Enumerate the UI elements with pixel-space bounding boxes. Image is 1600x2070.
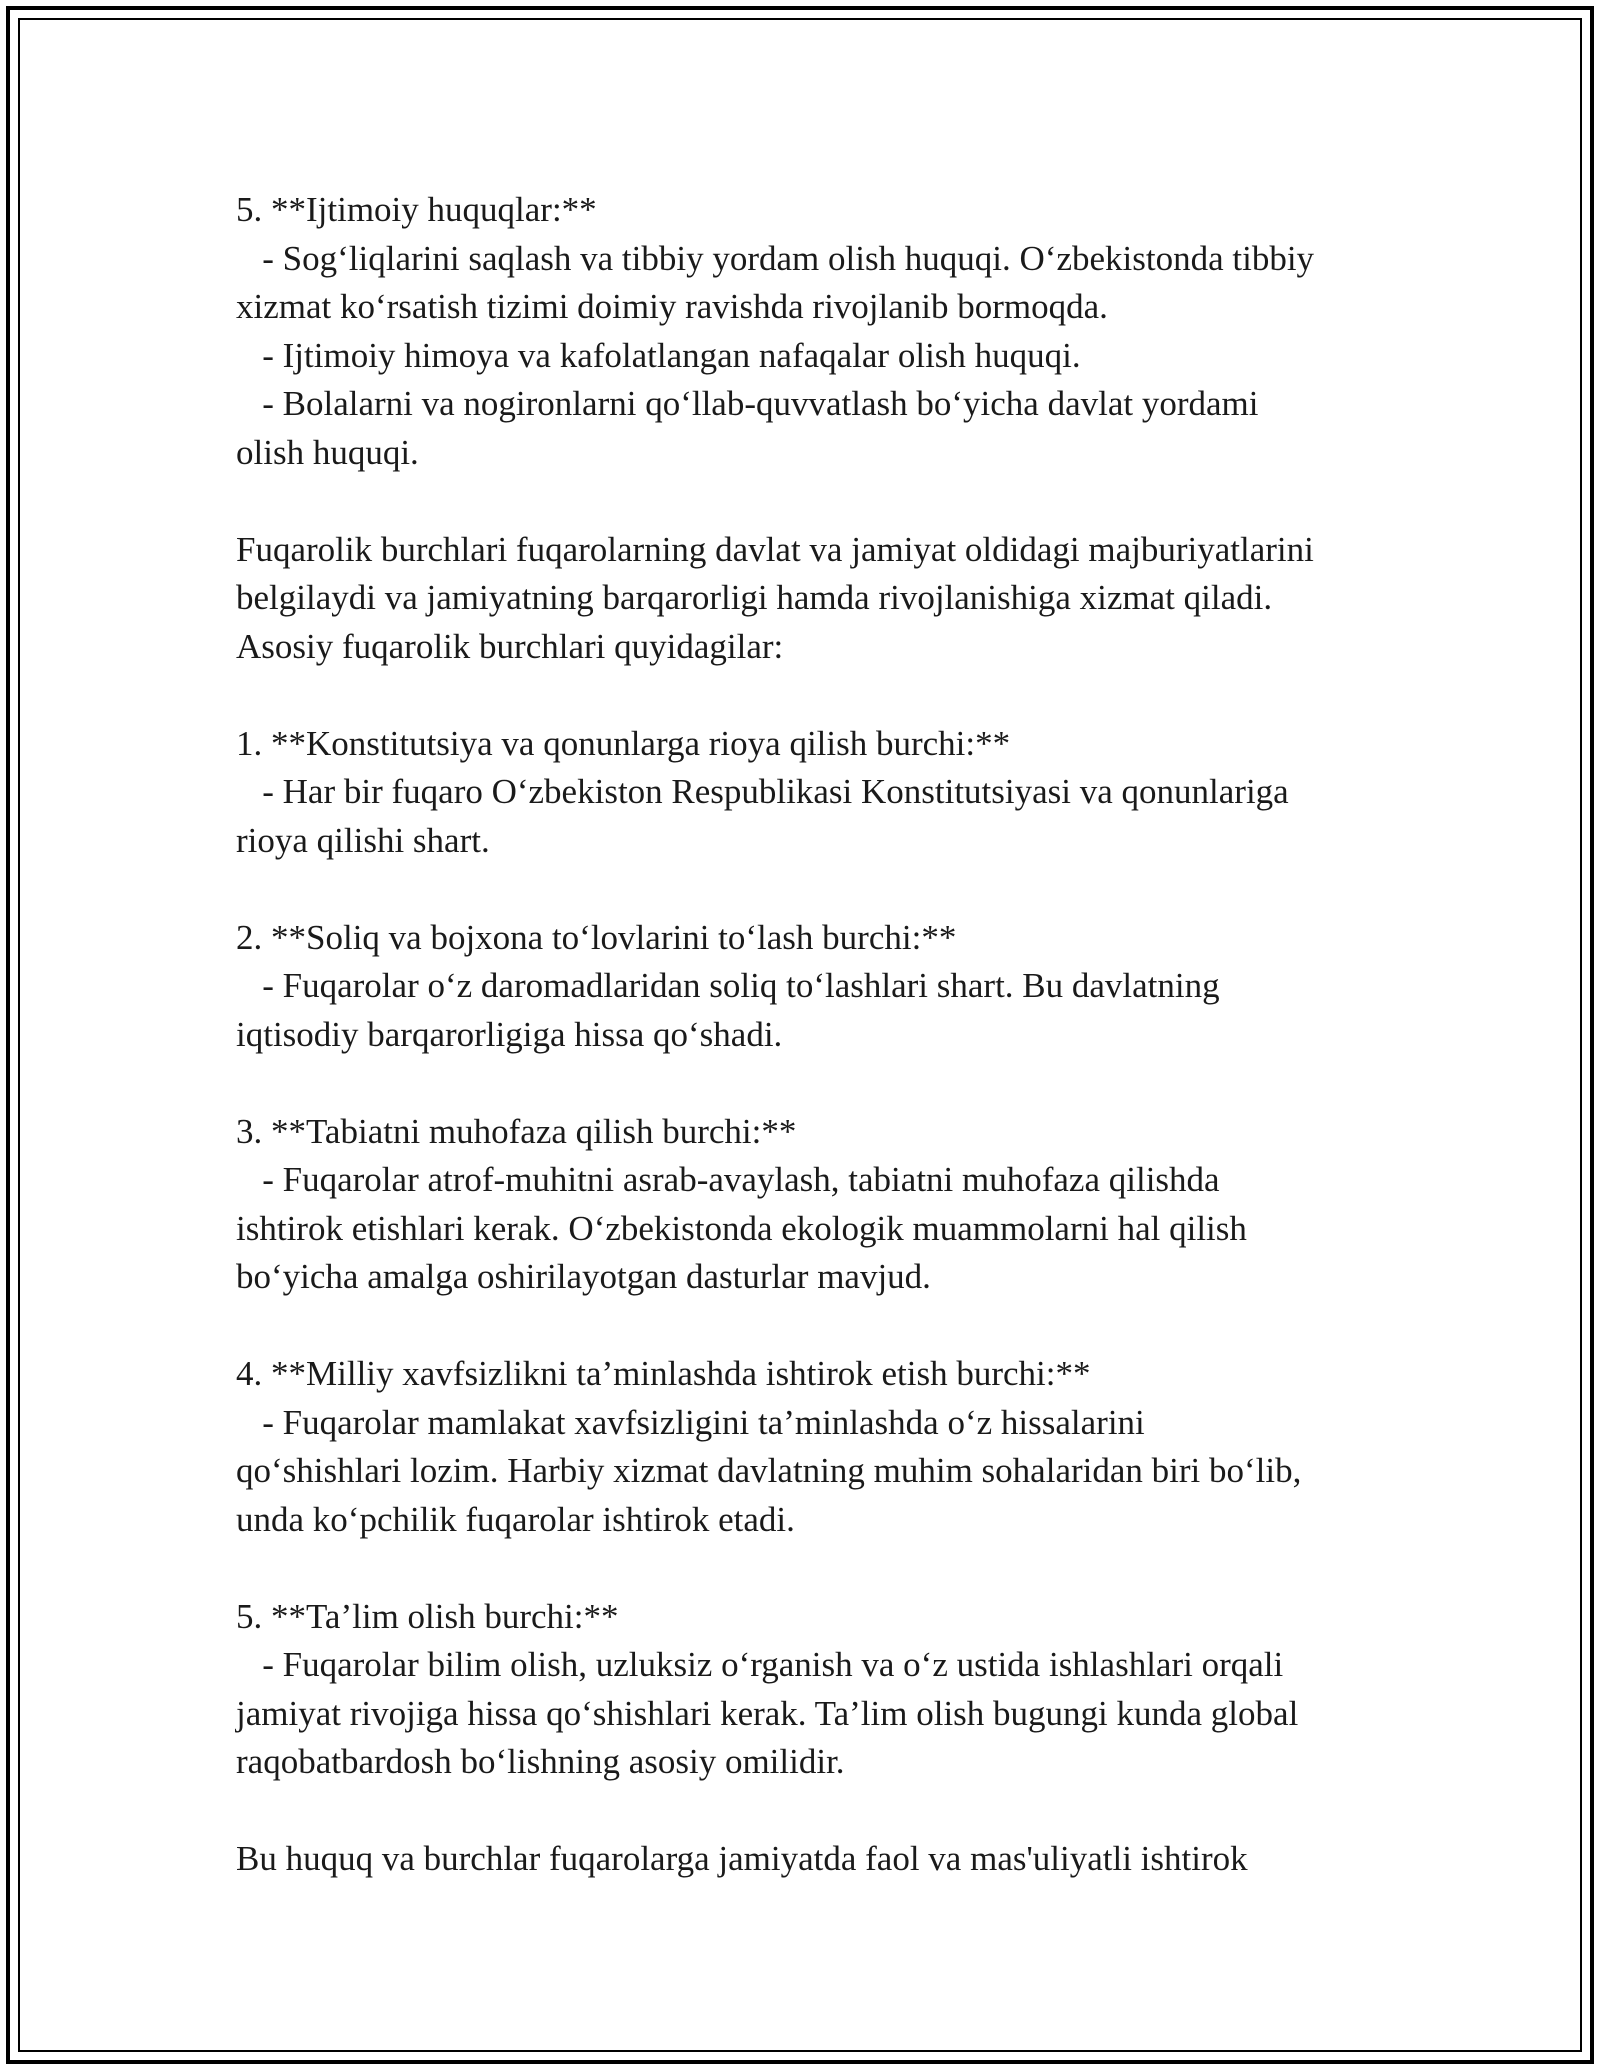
text-line: 1. **Konstitutsiya va qonunlarga rioya qilish burchi:** — [236, 723, 1011, 763]
text-line: - Sog‘liqlarini saqlash va tibbiy yordam olish huquqi. O‘zbekistonda tibbiy — [236, 238, 1315, 278]
text-line: raqobatbardosh bo‘lishning asosiy omilidir. — [236, 1742, 845, 1781]
text-line: - Fuqarolar bilim olish, uzluksiz o‘rganish va o‘z ustida ishlashlari orqali — [236, 1645, 1284, 1684]
document-body — [236, 186, 1416, 1884]
civic-duties-intro-paragraph — [236, 526, 1416, 672]
text-line: 5. **Ta’lim olish burchi:** — [236, 1596, 619, 1636]
text-line: qo‘shishlari lozim. Harbiy xizmat davlatning muhim sohalaridan biri bo‘lib, — [236, 1451, 1302, 1490]
text-line: Bu huquq va burchlar fuqarolarga jamiyatda faol va mas'uliyatli ishtirok — [236, 1839, 1248, 1878]
duty-security-section — [236, 1350, 1416, 1544]
text-line: - Bolalarni va nogironlarni qo‘llab-quvvatlash bo‘yicha davlat yordami — [236, 384, 1259, 423]
text-line: jamiyat rivojiga hissa qo‘shishlari kerak. Ta’lim olish bugungi kunda global — [236, 1693, 1299, 1733]
text-line: 2. **Soliq va bojxona to‘lovlarini to‘lash burchi:** — [236, 917, 957, 957]
text-line: bo‘yicha amalga oshirilayotgan dasturlar mavjud. — [236, 1257, 931, 1296]
closing-paragraph — [236, 1835, 1416, 1884]
duty-nature-section — [236, 1108, 1416, 1302]
text-line: 4. **Milliy xavfsizlikni ta’minlashda ishtirok etish burchi:** — [236, 1354, 1091, 1393]
text-line: - Har bir fuqaro O‘zbekiston Respublikasi Konstitutsiyasi va qonunlariga — [236, 772, 1289, 811]
text-line: unda ko‘pchilik fuqarolar ishtirok etadi. — [236, 1499, 795, 1539]
duty-constitution-section — [236, 720, 1416, 866]
duty-taxes-section — [236, 914, 1416, 1060]
social-rights-section — [236, 186, 1416, 477]
text-line: Fuqarolik burchlari fuqarolarning davlat va jamiyat oldidagi majburiyatlarini — [236, 529, 1314, 569]
text-line: ishtirok etishlari kerak. O‘zbekistonda ekologik muammolarni hal qilish — [236, 1208, 1247, 1248]
text-line: Asosiy fuqarolik burchlari quyidagilar: — [236, 626, 784, 666]
text-line: - Fuqarolar o‘z daromadlaridan soliq to‘lashlari shart. Bu davlatning — [236, 966, 1220, 1005]
text-line: - Ijtimoiy himoya va kafolatlangan nafaqalar olish huquqi. — [236, 335, 1081, 375]
text-line: - Fuqarolar mamlakat xavfsizligini ta’minlashda o‘z hissalarini — [236, 1402, 1145, 1442]
text-line: iqtisodiy barqarorligiga hissa qo‘shadi. — [236, 1014, 783, 1054]
text-line: - Fuqarolar atrof-muhitni asrab-avaylash, tabiatni muhofaza qilishda — [236, 1160, 1220, 1199]
text-line: 5. **Ijtimoiy huquqlar:** — [236, 190, 597, 229]
text-line: belgilaydi va jamiyatning barqarorligi hamda rivojlanishiga xizmat qiladi. — [236, 578, 1273, 617]
text-line: 3. **Tabiatni muhofaza qilish burchi:** — [236, 1111, 797, 1151]
text-line: xizmat ko‘rsatish tizimi doimiy ravishda rivojlanib bormoqda. — [236, 287, 1108, 326]
text-line: olish huquqi. — [236, 432, 419, 472]
text-line: rioya qilishi shart. — [236, 820, 490, 860]
duty-education-section — [236, 1593, 1416, 1787]
